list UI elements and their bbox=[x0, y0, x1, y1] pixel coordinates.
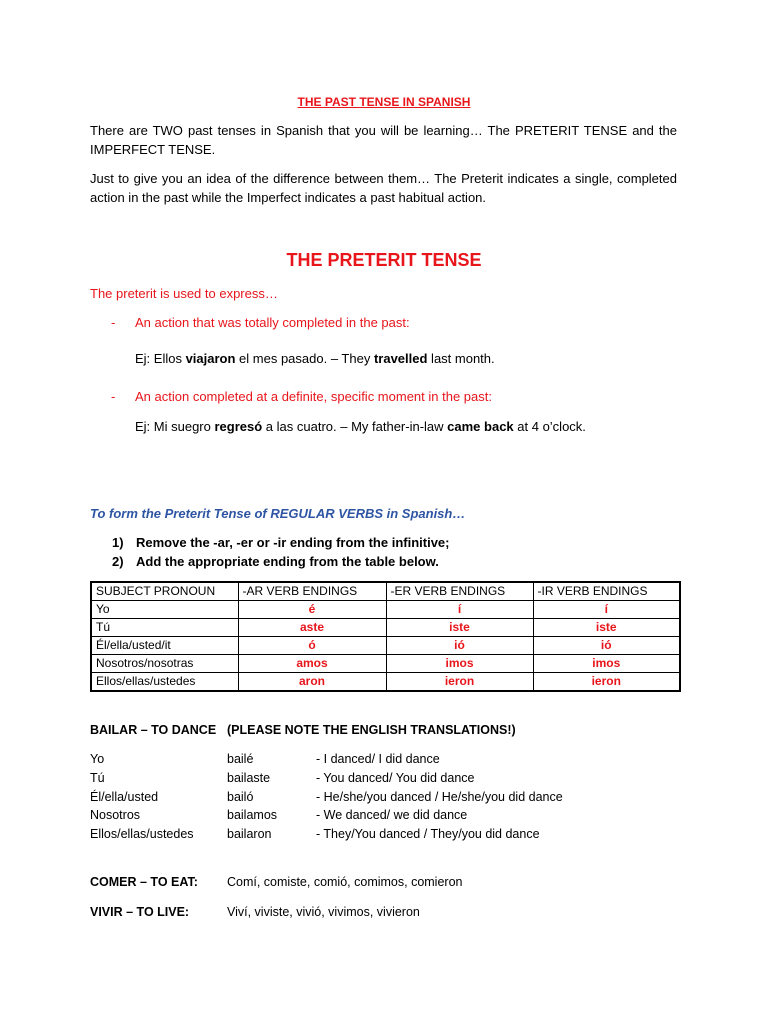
pronoun-cell: Yo bbox=[91, 601, 238, 619]
table-row bbox=[91, 655, 680, 673]
conjugation-translation: - I danced/ I did dance bbox=[316, 752, 440, 766]
comer-forms: Comí, comiste, comió, comimos, comieron bbox=[227, 875, 463, 889]
table-row bbox=[91, 601, 680, 619]
conjugation-pronoun: Yo bbox=[90, 752, 105, 766]
conjugation-translation: - We danced/ we did dance bbox=[316, 808, 468, 822]
vivir-forms: Viví, viviste, vivió, vivimos, vivieron bbox=[227, 905, 420, 919]
table-row bbox=[91, 637, 680, 655]
conjugation-translation: - You danced/ You did dance bbox=[316, 771, 475, 785]
conjugation-translation: - They/You danced / They/you did dance bbox=[316, 827, 540, 841]
conjugation-translation: - He/she/you danced / He/she/you did dance bbox=[316, 790, 563, 804]
ending-cell: í bbox=[533, 601, 680, 619]
ending-cell: imos bbox=[533, 655, 680, 673]
intro-paragraph-2: Just to give you an idea of the difference between them… The Preterit indicates a single, completed action in the past while the Imperfect indicates a past habitual action. bbox=[90, 171, 677, 205]
conjugation-pronoun: Nosotros bbox=[90, 808, 141, 822]
preterit-heading: THE PRETERIT TENSE bbox=[286, 250, 482, 270]
verb-endings-table bbox=[90, 581, 681, 692]
ending-cell: amos bbox=[238, 655, 386, 673]
conjugation-form: bailaron bbox=[227, 827, 272, 841]
conjugation-pronoun: Él/ella/usted bbox=[90, 790, 159, 804]
conjugation-form: bailamos bbox=[227, 808, 278, 822]
ending-cell: iste bbox=[386, 619, 533, 637]
example-sentence-1: Ej: Ellos viajaron el mes pasado. – They travelled last month. bbox=[135, 351, 495, 366]
pronoun-cell: Ellos/ellas/ustedes bbox=[91, 673, 238, 692]
ending-cell: ieron bbox=[533, 673, 680, 692]
table-header: -ER VERB ENDINGS bbox=[386, 582, 533, 601]
table-header: -AR VERB ENDINGS bbox=[238, 582, 386, 601]
step-text: Remove the -ar, -er or -ir ending from the infinitive; bbox=[136, 535, 450, 550]
bullet-dash: - bbox=[111, 389, 116, 404]
ending-cell: ó bbox=[238, 637, 386, 655]
ending-cell: ieron bbox=[386, 673, 533, 692]
comer-title: COMER – TO EAT: bbox=[90, 875, 198, 889]
ending-cell: imos bbox=[386, 655, 533, 673]
table-header-row bbox=[91, 582, 680, 601]
pronoun-cell: Tú bbox=[91, 619, 238, 637]
conjugation-pronoun: Ellos/ellas/ustedes bbox=[90, 827, 194, 841]
table-header: -IR VERB ENDINGS bbox=[533, 582, 680, 601]
step-text: Add the appropriate ending from the table below. bbox=[136, 554, 439, 569]
translation-note: (PLEASE NOTE THE ENGLISH TRANSLATIONS!) bbox=[227, 723, 516, 737]
use-definite-moment: An action completed at a definite, specific moment in the past: bbox=[135, 389, 492, 404]
table-row bbox=[91, 673, 680, 692]
ending-cell: ió bbox=[386, 637, 533, 655]
used-to-express-label: The preterit is used to express… bbox=[90, 286, 278, 301]
bullet-dash: - bbox=[111, 315, 116, 330]
ending-cell: ió bbox=[533, 637, 680, 655]
ending-cell: í bbox=[386, 601, 533, 619]
forming-title: To form the Preterit Tense of REGULAR VERBS in Spanish… bbox=[90, 506, 466, 521]
conjugation-form: bailaste bbox=[227, 771, 271, 785]
ending-cell: aste bbox=[238, 619, 386, 637]
ending-cell: iste bbox=[533, 619, 680, 637]
step-number: 1) bbox=[112, 535, 124, 550]
ending-cell: aron bbox=[238, 673, 386, 692]
example-sentence-2: Ej: Mi suegro regresó a las cuatro. – My father-in-law came back at 4 o’clock. bbox=[135, 419, 586, 434]
intro-paragraph-1: There are TWO past tenses in Spanish that you will be learning… The PRETERIT TENSE and the IMPERFECT TENSE. bbox=[90, 123, 677, 157]
pronoun-cell: Él/ella/usted/it bbox=[91, 637, 238, 655]
conjugation-pronoun: Tú bbox=[90, 771, 105, 785]
conjugation-form: bailó bbox=[227, 790, 254, 804]
vivir-title: VIVIR – TO LIVE: bbox=[90, 905, 190, 919]
document-title: THE PAST TENSE IN SPANISH bbox=[297, 95, 471, 109]
bailar-title: BAILAR – TO DANCE bbox=[90, 723, 217, 737]
pronoun-cell: Nosotros/nosotras bbox=[91, 655, 238, 673]
step-number: 2) bbox=[112, 554, 124, 569]
table-header: SUBJECT PRONOUN bbox=[91, 582, 238, 601]
conjugation-form: bailé bbox=[227, 752, 254, 766]
use-completed-action: An action that was totally completed in the past: bbox=[135, 315, 410, 330]
table-row bbox=[91, 619, 680, 637]
ending-cell: é bbox=[238, 601, 386, 619]
